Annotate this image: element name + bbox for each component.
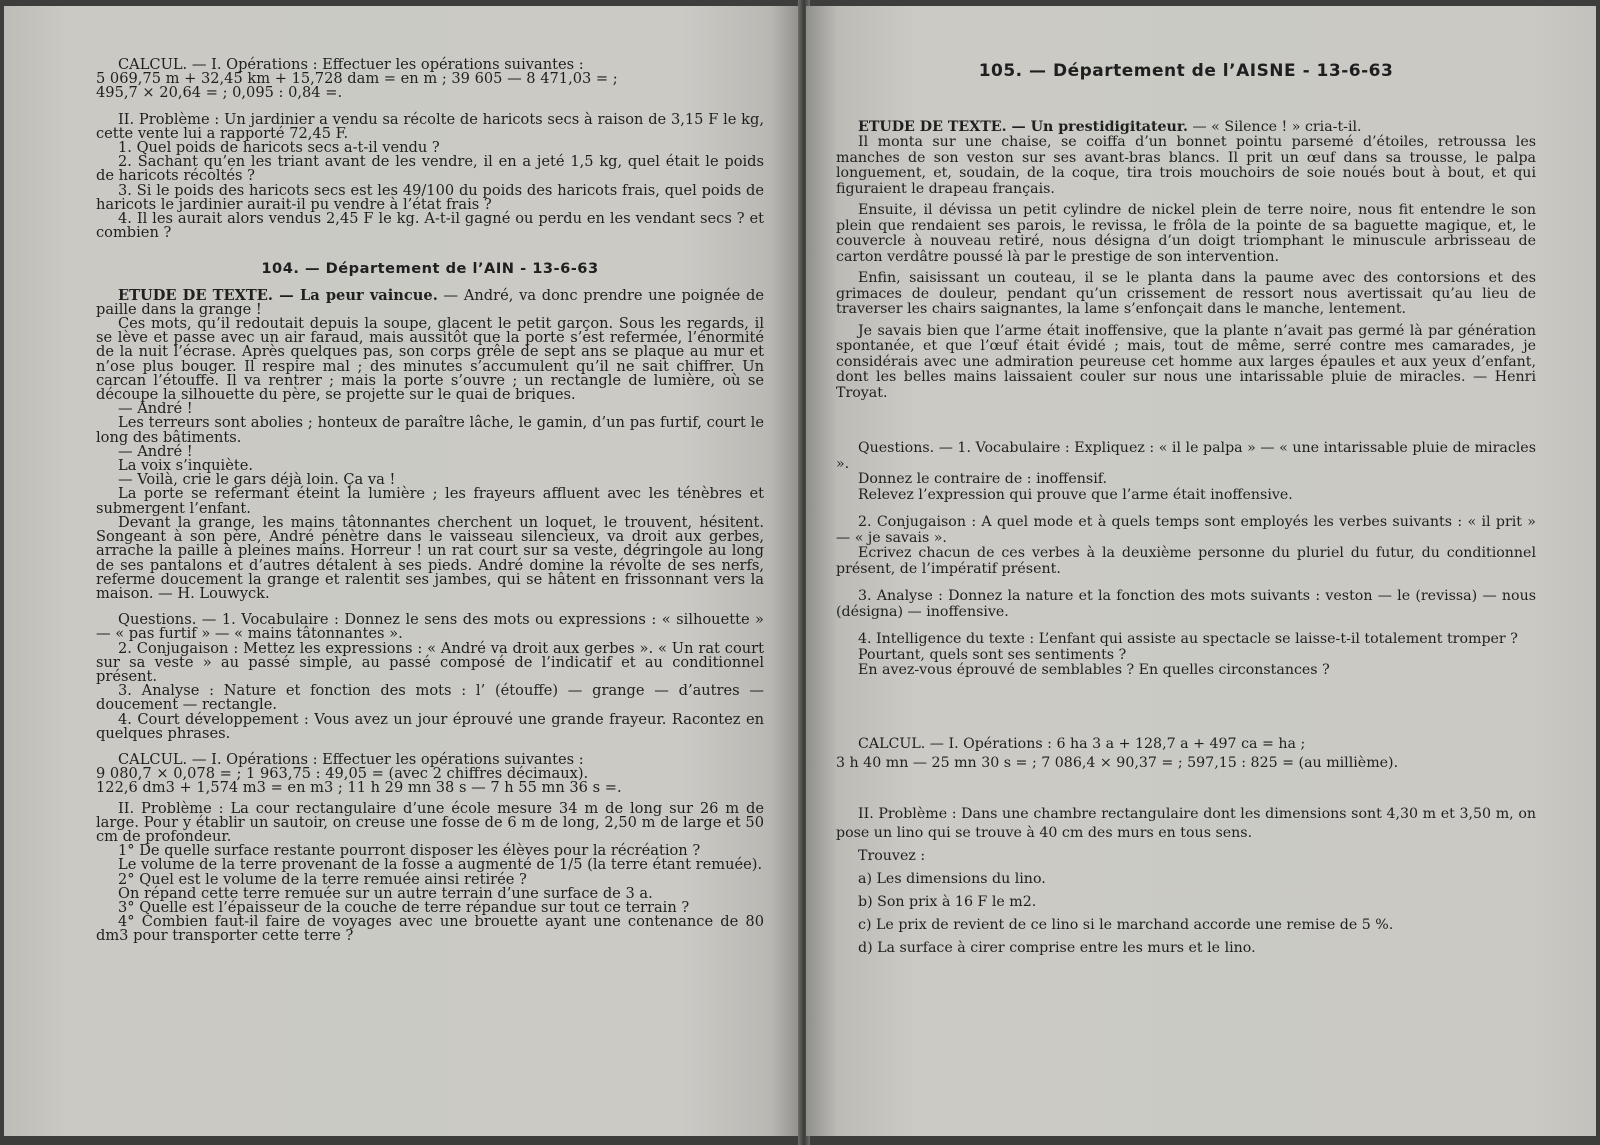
etude-intro-104 <box>96 286 764 318</box>
problem-2-q1b: Le volume de la terre provenant de la fosse a augmenté de 1/5 (la terre étant remuée). <box>118 856 763 874</box>
questions-development-104: 4. Court développement : Vous avez un jour éprouvé une grande frayeur. Racontez en quelques phrases. <box>96 710 764 742</box>
etude-paragraph-4: Devant la grange, les mains tâtonnantes cherchent un loquet, le trouvent, hésitent. Songeant à son père, André pénètre dans le vaisseau silencieux, va droit aux gerbes, arrache la paille à pleines mains. Horreur ! un rat court sur sa veste, dégringole au long de ses pantalons et d’autres détalent à ses pieds. André domine la révolte de ses nerfs, referme doucement la grange et ralentit ses jambes, qui se hâtent en frissonnant vers la maison. — H. Louwyck. <box>96 513 764 602</box>
left-page <box>4 6 802 1136</box>
etude-dialogue-4: — Voilà, crie le gars déjà loin. Ça va ! <box>118 471 396 489</box>
calc-1-line-1: 5 069,75 m + 32,45 km + 15,728 dam = en m ; 39 605 — 8 471,03 = ; <box>96 70 618 88</box>
problem-105-intro: II. Problème : Dans une chambre rectangulaire dont les dimensions sont 4,30 m et 3,50 m, on pose un lino qui se trouve à 40 cm des murs en tous sens. <box>836 805 1536 841</box>
right-page <box>806 6 1596 1136</box>
calc-1-title: CALCUL. — I. Opérations : Effectuer les opérations suivantes : <box>118 56 584 73</box>
problem-2-q1: 1° De quelle surface restante pourront disposer les élèves pour la récréation ? <box>118 842 701 860</box>
questions-analysis-104: 3. Analyse : Nature et fonction des mots : l’ (étouffe) — grange — d’autres — doucement — rectangle. <box>96 682 764 714</box>
problem-1-q3: 3. Si le poids des haricots secs est les 49/100 du poids des haricots frais, quel poids de haricots le jardinier aurait-il pu vendre à l’état frais ? <box>96 181 764 213</box>
problem-2-intro: II. Problème : La cour rectangulaire d’une école mesure 34 m de long sur 26 m de large. Pour y établir un sautoir, on creuse une fosse de 6 m de long, 2,50 m de large et 50 cm de profondeur. <box>96 799 764 845</box>
etude-105-paragraph-2: Ensuite, il dévissa un petit cylindre de nickel plein de terre noire, nous fit entendre le son plein que rendaient ses parois, le revissa, le frôla de la pointe de sa baguette magique, et, le couvercle à nouveau retiré, nous désigna d’un doigt triomphant le minuscule arbrisseau de carton verdâtre poussé là par le prestige de son intervention. <box>836 202 1536 265</box>
questions-intelligence-105-b: Pourtant, quels sont ses sentiments ? <box>858 646 1127 663</box>
section-heading-104: 104. — Département de l’AIN - 13-6-63 <box>261 260 599 278</box>
questions-vocabulary-105-c: Relevez l’expression qui prouve que l’arme était inoffensive. <box>858 486 1293 503</box>
calc-1-line-2: 495,7 × 20,64 = ; 0,095 : 0,84 =. <box>96 84 343 102</box>
calc-2-line-1: 9 080,7 × 0,078 = ; 1 963,75 : 49,05 = (avec 2 chiffres décimaux). <box>96 765 589 783</box>
etude-105-paragraph-3: Enfin, saisissant un couteau, il se le planta dans la paume avec des contorsions et des grimaces de douleur, pendant qu’un crissement de ressort nous avertissait qu’au lieu de traverser les chairs saignantes, la lame s’enfonçait dans le manche, lentement. <box>836 270 1536 317</box>
questions-conjugation-105: 2. Conjugaison : A quel mode et à quels temps sont employés les verbes suivants : « il prit » — « je savais ». <box>836 514 1536 546</box>
problem-105-b: b) Son prix à 16 F le m2. <box>858 893 1037 910</box>
calc-105-line-1: 3 h 40 mn — 25 mn 30 s = ; 7 086,4 × 90,37 = ; 597,15 : 825 = (au millième). <box>836 754 1399 771</box>
problem-2-q3: 3° Quelle est l’épaisseur de la couche de terre répandue sur tout ce terrain ? <box>118 898 690 916</box>
problem-105-d: d) La surface à cirer comprise entre les murs et le lino. <box>858 939 1256 956</box>
questions-vocabulary-104: Questions. — 1. Vocabulaire : Donnez le sens des mots ou expressions : « silhouette » — « pas furtif » — « mains tâtonnantes ». <box>96 611 764 643</box>
etude-p0-105: — « Silence ! » cria-t-il. <box>1187 118 1362 135</box>
problem-1-q4: 4. Il les aurait alors vendus 2,45 F le kg. A-t-il gagné ou perdu en les vendant secs ? et combien ? <box>96 210 764 242</box>
questions-vocabulary-105-b: Donnez le contraire de : inoffensif. <box>858 471 1107 487</box>
problem-105-a: a) Les dimensions du lino. <box>858 870 1046 887</box>
calc-105-title: CALCUL. — I. Opérations : 6 ha 3 a + 128,7 a + 497 ca = ha ; <box>858 735 1306 752</box>
section-heading-105: 105. — Département de l’AISNE - 13-6-63 <box>978 61 1394 81</box>
problem-1-intro: II. Problème : Un jardinier a vendu sa récolte de haricots secs à raison de 3,15 F le kg, cette vente lui a rapporté 72,45 F. <box>96 110 764 142</box>
etude-p0-104: — André, va donc prendre une poignée de paille dans la grange ! <box>96 286 764 318</box>
etude-paragraph-1: Ces mots, qu’il redoutait depuis la soupe, glacent le petit garçon. Sous les regards, il se lève et passe avec un air faraud, mais aussitôt que la porte s’est refermée, l’énormité de la nuit l’écrase. Après quelques pas, son corps grêle de sept ans se plaque au mur et n’ose plus bouger. Il respire mal ; des minutes s’accumulent qu’il ne sait chiffrer. Un carcan l’étouffe. Il va rentrer ; mais la porte s’ouvre ; un rectangle de lumière, où se découpe la silhouette du père, se projette sur le quai de briques. <box>96 315 764 404</box>
questions-vocabulary-105: Questions. — 1. Vocabulaire : Expliquez : « il le palpa » — « une intarissable pluie de miracles ». <box>836 440 1536 472</box>
calc-2-title: CALCUL. — I. Opérations : Effectuer les opérations suivantes : <box>118 750 584 768</box>
problem-2-q4: 4° Combien faut-il faire de voyages avec une brouette ayant une contenance de 80 dm3 pour transporter cette terre ? <box>96 913 764 945</box>
problem-2-q2b: On répand cette terre remuée sur un autre terrain d’une surface de 3 a. <box>118 884 653 902</box>
etude-title-104: ETUDE DE TEXTE. — La peur vaincue. <box>118 286 438 304</box>
questions-analysis-105: 3. Analyse : Donnez la nature et la fonction des mots suivants : veston — le (revissa) — nous (désigna) — inoffensive. <box>836 588 1536 620</box>
etude-paragraph-2: Les terreurs sont abolies ; honteux de paraître lâche, le gamin, d’un pas furtif, court le long des bâtiments. <box>96 414 764 446</box>
problem-105-c: c) Le prix de revient de ce lino si le marchand accorde une remise de 5 %. <box>858 916 1394 933</box>
etude-105-paragraph-1: Il monta sur une chaise, se coiffa d’un bonnet pointu parsemé d’étoiles, retroussa les manches de son veston sur ses avant-bras blancs. Il prit un œuf dans sa trousse, le palpa longuement, et, soudain, de la coque, tira trois mouchoirs de soie noués bout à bout, et qui figuraient le drapeau français. <box>836 134 1536 197</box>
questions-conjugation-105-b: Ecrivez chacun de ces verbes à la deuxième personne du pluriel du futur, du conditionnel présent, de l’impératif présent. <box>836 545 1536 577</box>
etude-105-paragraph-4: Je savais bien que l’arme était inoffensive, que la plante n’avait pas germé là par génération spontanée, et que l’œuf était évidé ; mais, tout de même, serré contre mes camarades, je considérais avec une admiration peureuse cet homme aux larges épaules et aux yeux d’enfant, dont les belles mains laissaient couler sur nous une intarissable pluie de miracles. — Henri Troyat. <box>836 322 1536 401</box>
problem-105-trouvez: Trouvez : <box>858 847 926 864</box>
questions-intelligence-105-c: En avez-vous éprouvé de semblables ? En quelles circonstances ? <box>858 662 1330 678</box>
etude-paragraph-3: La porte se refermant éteint la lumière ; les frayeurs affluent avec les ténèbres et submergent l’enfant. <box>96 485 764 517</box>
questions-intelligence-105: 4. Intelligence du texte : L’enfant qui assiste au spectacle se laisse-t-il totalement tromper ? <box>858 631 1518 647</box>
calc-2-line-2: 122,6 dm3 + 1,574 m3 = en m3 ; 11 h 29 mn 38 s — 7 h 55 mn 36 s =. <box>96 779 622 797</box>
problem-1-q1: 1. Quel poids de haricots secs a-t-il vendu ? <box>118 139 440 157</box>
problem-1-q2: 2. Sachant qu’en les triant avant de les vendre, il en a jeté 1,5 kg, quel était le poids de haricots récoltés ? <box>96 153 764 185</box>
questions-conjugation-104: 2. Conjugaison : Mettez les expressions : « André va droit aux gerbes ». « Un rat court sur sa veste » au passé simple, au passé composé de l’indicatif et au conditionnel présent. <box>96 639 764 685</box>
etude-dialogue-2: — André ! <box>118 442 193 460</box>
etude-dialogue-1: — André ! <box>118 400 193 418</box>
etude-dialogue-3: La voix s’inquiète. <box>118 457 253 475</box>
problem-2-q2: 2° Quel est le volume de la terre remuée ainsi retirée ? <box>118 870 527 888</box>
etude-title-105: ETUDE DE TEXTE. — Un prestidigitateur. <box>858 118 1188 135</box>
etude-intro-105 <box>836 120 1536 136</box>
